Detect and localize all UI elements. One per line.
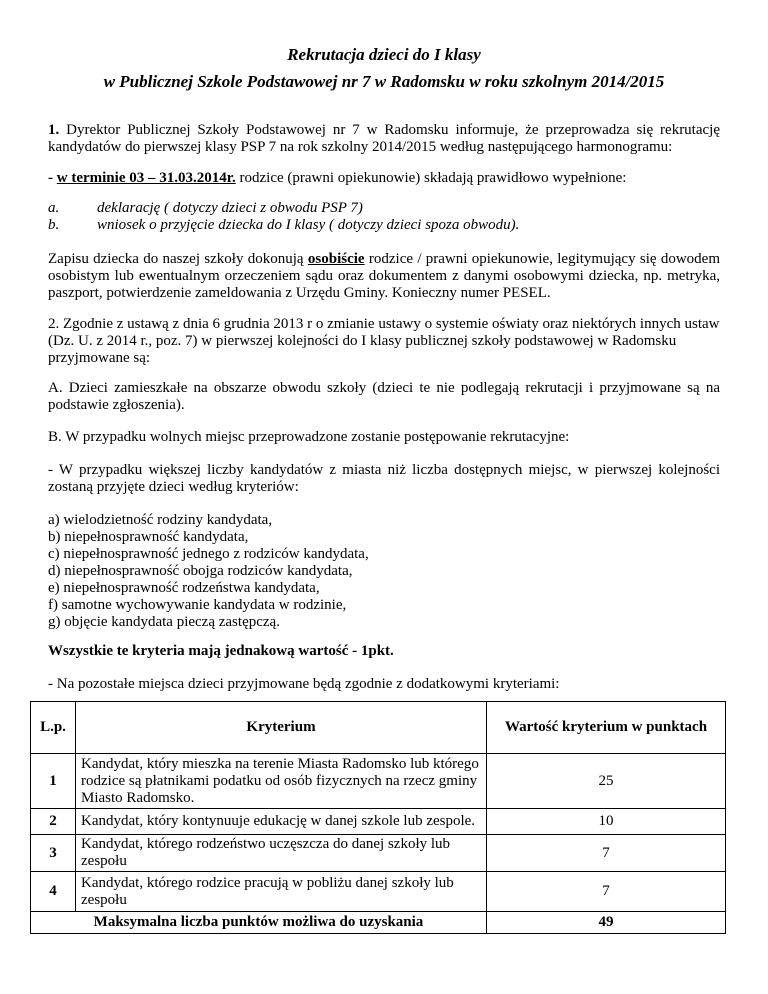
section-1-number: 1.: [48, 122, 60, 138]
table-row: [31, 835, 726, 872]
deadline-text: rodzice (prawni opiekunowie) składają prawidłowo wypełnione:: [235, 170, 627, 186]
header-criterion: Kryterium: [76, 702, 487, 754]
section-2-text: 2. Zgodnie z ustawą z dnia 6 grudnia 2013 r o zmianie ustawy o systemie oświaty oraz niektórych innych ustaw (Dz. U. z 2014 r., poz. 7) w pierwszej kolejności do I klasy publicznej szkoły podstawowej w Radomsku przyjmowane są:: [48, 316, 720, 366]
document-title: Rekrutacja dzieci do I klasy: [287, 45, 481, 64]
row-value: 7: [487, 872, 726, 912]
remaining-places: [48, 676, 720, 693]
row-criterion: Kandydat, którego rodzice pracują w pobliżu danej szkoły lub zespołu: [76, 872, 487, 912]
deadline-paragraph: [48, 170, 720, 187]
header-lp: L.p.: [31, 702, 76, 754]
row-lp: 3: [31, 835, 76, 872]
row-criterion: Kandydat, który mieszka na terenie Miasta Radomsko lub którego rodzice są płatnikami podatku od osób fizycznych na rzecz gminy Miasto Radomsko.: [76, 754, 487, 809]
point-b-text: B. W przypadku wolnych miejsc przeprowadzone zostanie postępowanie rekrutacyjne:: [48, 429, 570, 445]
documents-list: [48, 200, 720, 234]
enrollment-text-before: Zapisu dziecka do naszej szkoły dokonują: [48, 251, 308, 267]
criteria-item: d) niepełnosprawność obojga rodziców kandydata,: [48, 563, 353, 579]
list-marker: a.: [48, 200, 60, 216]
list-item: [48, 217, 720, 234]
document-subtitle: w Publicznej Szkole Podstawowej nr 7 w Radomsku w roku szkolnym 2014/2015: [103, 72, 665, 91]
row-lp: 2: [31, 809, 76, 835]
criteria-item: f) samotne wychowywanie kandydata w rodzinie,: [48, 597, 347, 613]
point-b: [48, 429, 720, 446]
criteria-item: g) objęcie kandydata pieczą zastępczą.: [48, 614, 280, 630]
header-value: Wartość kryterium w punktach: [487, 702, 726, 754]
equal-value-note: [48, 643, 720, 660]
row-value: 7: [487, 835, 726, 872]
criteria-item: c) niepełnosprawność jednego z rodziców kandydata,: [48, 546, 369, 562]
criteria-item: b) niepełnosprawność kandydata,: [48, 529, 249, 545]
table-row: [31, 809, 726, 835]
criteria-list: [48, 512, 720, 631]
section-1-text: Dyrektor Publicznej Szkoły Podstawowej nr 7 w Radomsku informuje, że przeprowadza się rekrutację kandydatów do pierwszej klasy PSP 7 na rok szkolny 2014/2015 według następującego harmonogramu:: [48, 122, 720, 155]
list-item-text: deklarację ( dotyczy dzieci z obwodu PSP 7): [97, 200, 363, 216]
list-item-text: wniosek o przyjęcie dziecka do I klasy ( dotyczy dzieci spoza obwodu).: [97, 217, 520, 233]
row-value: 10: [487, 809, 726, 835]
point-a-text: A. Dzieci zamieszkałe na obszarze obwodu szkoły (dzieci te nie podlegają rekrutacji i przyjmowane są na podstawie zgłoszenia).: [48, 380, 720, 413]
section-2: [48, 316, 720, 367]
enrollment-emphasis: osobiście: [307, 251, 365, 267]
table-header-row: [31, 702, 726, 754]
more-candidates: [48, 462, 720, 496]
row-value: 25: [487, 754, 726, 809]
section-1: [48, 122, 720, 156]
table-row: [31, 754, 726, 809]
remaining-places-text: - Na pozostałe miejsca dzieci przyjmowane będą zgodnie z dodatkowymi kryteriami:: [48, 676, 560, 692]
row-criterion: Kandydat, który kontynuuje edukację w danej szkole lub zespole.: [76, 809, 487, 835]
total-label: Maksymalna liczba punktów możliwa do uzyskania: [31, 912, 487, 934]
more-candidates-text: - W przypadku większej liczby kandydatów z miasta niż liczba dostępnych miejsc, w pierwszej kolejności zostaną przyjęte dzieci według kryteriów:: [48, 462, 720, 495]
criteria-table: [30, 701, 726, 934]
enrollment-paragraph: [48, 251, 720, 302]
table-row: [31, 872, 726, 912]
point-a: [48, 380, 720, 414]
total-value: 49: [487, 912, 726, 934]
criteria-item: a) wielodzietność rodziny kandydata,: [48, 512, 273, 528]
enrollment-text-after: rodzice / prawni opiekunowie, legitymujący się dowodem osobistym lub ewentualnym orzeczeniem sądu oraz dokumentem z danymi osobowymi dziecka, np. metryka, paszport, potwierdzenie zameldowania z Urzędu Gminy. Konieczny numer PESEL.: [48, 251, 721, 301]
row-criterion: Kandydat, którego rodzeństwo uczęszcza do danej szkoły lub zespołu: [76, 835, 487, 872]
list-marker: b.: [48, 217, 60, 233]
equal-value-text: Wszystkie te kryteria mają jednakową wartość - 1pkt.: [48, 643, 394, 659]
table-total-row: [31, 912, 726, 934]
row-lp: 4: [31, 872, 76, 912]
deadline-prefix: -: [48, 170, 57, 186]
row-lp: 1: [31, 754, 76, 809]
criteria-item: e) niepełnosprawność rodzeństwa kandydata,: [48, 580, 320, 596]
deadline-date: w terminie 03 – 31.03.2014r.: [56, 170, 236, 186]
list-item: [48, 200, 720, 217]
